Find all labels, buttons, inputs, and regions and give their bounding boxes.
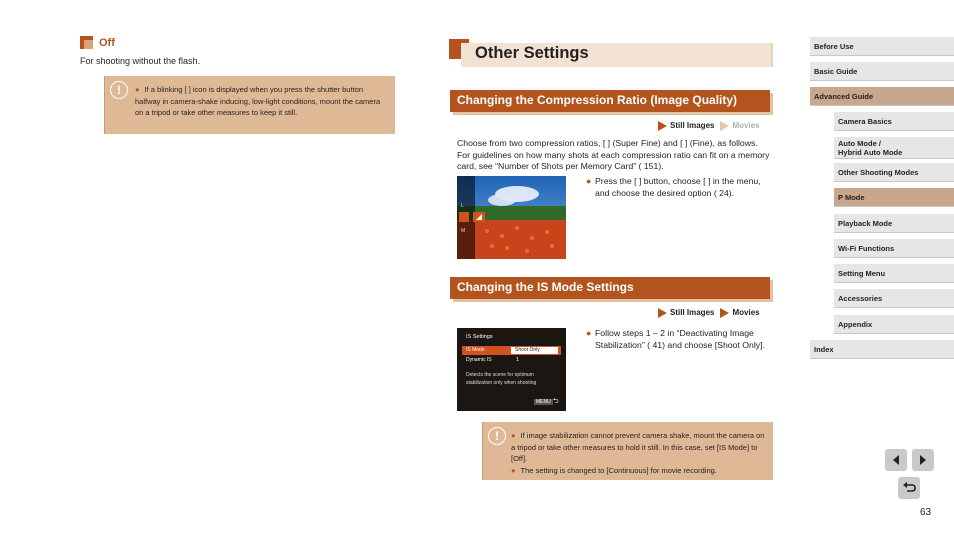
step-bullet-icon: ●	[586, 176, 592, 186]
off-label: Off	[99, 36, 115, 49]
lcd-title: IS Settings	[466, 334, 493, 340]
off-description: For shooting without the flash.	[80, 56, 201, 66]
still-images-icon	[658, 121, 667, 131]
nav-index[interactable]: Index	[810, 340, 954, 359]
caution-bullet-1: If image stabilization cannot prevent camera shake, mount the camera on a tripod or take other measures to hold it still. In this case, set [IS Mode] to [Off].	[511, 431, 765, 463]
off-heading	[80, 36, 115, 49]
nav-wifi-functions[interactable]: Wi-Fi Functions	[834, 239, 954, 258]
step-bullet-icon: ●	[586, 328, 592, 338]
page-title-block	[449, 39, 774, 69]
compression-description: Choose from two compression ratios, [ ] (Super Fine) and [ ] (Fine), as follows. For guidelines on how many shots at each compression ratio can fit on a memory card, see “Number of Shots per Memory Card” ( 151).	[457, 138, 770, 171]
lcd-dynamic-is-label: Dynamic IS	[466, 357, 492, 363]
return-arrow-icon	[902, 482, 916, 494]
compression-step: Press the [ ] button, choose [ ] in the menu, and choose the desired option ( 24).	[595, 176, 761, 198]
caution-box-flash	[104, 76, 395, 134]
bullet-icon: ●	[135, 85, 140, 94]
next-page-button[interactable]	[912, 449, 934, 471]
nav-p-mode[interactable]: P Mode	[834, 188, 954, 207]
movies-icon	[720, 308, 729, 318]
lcd-desc-line1: Detects the scene for optimum	[466, 372, 534, 378]
nav-setting-menu[interactable]: Setting Menu	[834, 264, 954, 283]
return-icon: ⮌	[553, 398, 559, 405]
heading-square-icon	[80, 36, 93, 49]
nav-appendix[interactable]: Appendix	[834, 315, 954, 334]
lcd-menu-label: MENU	[536, 399, 551, 405]
lcd-dynamic-is-value: 1	[516, 357, 519, 363]
nav-camera-basics[interactable]: Camera Basics	[834, 112, 954, 131]
page-title: Other Settings	[475, 44, 589, 62]
svg-text:L: L	[461, 203, 464, 209]
still-images-icon	[658, 308, 667, 318]
caution-box-is-mode	[482, 422, 773, 480]
bullet-icon: ●	[511, 465, 516, 475]
arrow-right-icon	[917, 454, 929, 466]
caution-icon: !	[488, 427, 506, 445]
nav-auto-mode[interactable]: Auto Mode / Hybrid Auto Mode	[834, 137, 954, 159]
nav-basic-guide[interactable]: Basic Guide	[810, 62, 954, 81]
section-heading-compression: Changing the Compression Ratio (Image Quality)	[450, 90, 770, 112]
return-page-button[interactable]	[898, 477, 920, 499]
prev-page-button[interactable]	[885, 449, 907, 471]
bullet-icon: ●	[511, 431, 516, 440]
nav-playback-mode[interactable]: Playback Mode	[834, 214, 954, 233]
caution-bullet-2: The setting is changed to [Continuous] for movie recording.	[520, 465, 717, 475]
is-mode-step: Follow steps 1 – 2 in “Deactivating Image Stabilization” ( 41) and choose [Shoot Only].	[595, 328, 765, 350]
caution-text: If a blinking [ ] icon is displayed when you press the shutter button halfway in camera-shake inducing, low-light conditions, mount the camera on a tripod or take other measures to keep it still.	[135, 85, 381, 117]
lcd-is-mode-label: IS Mode	[466, 347, 485, 353]
lcd-is-mode-value: Shoot Only	[511, 347, 558, 354]
section-heading-is-mode: Changing the IS Mode Settings	[450, 277, 770, 299]
mode-indicator-compression: Still Images Movies	[658, 121, 760, 131]
arrow-left-icon	[890, 454, 902, 466]
camera-lcd-is-settings	[457, 328, 566, 411]
lcd-desc-line2: stabilization only when shooting	[466, 380, 537, 386]
page-number: 63	[920, 507, 932, 518]
mode-indicator-is-mode: Still Images Movies	[658, 308, 760, 318]
nav-other-shooting-modes[interactable]: Other Shooting Modes	[834, 163, 954, 182]
camera-screen-photo	[457, 176, 566, 259]
caution-icon: !	[110, 81, 128, 99]
svg-text:M: M	[461, 228, 466, 234]
nav-before-use[interactable]: Before Use	[810, 37, 954, 56]
nav-accessories[interactable]: Accessories	[834, 289, 954, 308]
nav-advanced-guide[interactable]: Advanced Guide	[810, 87, 954, 106]
movies-icon	[720, 121, 729, 131]
